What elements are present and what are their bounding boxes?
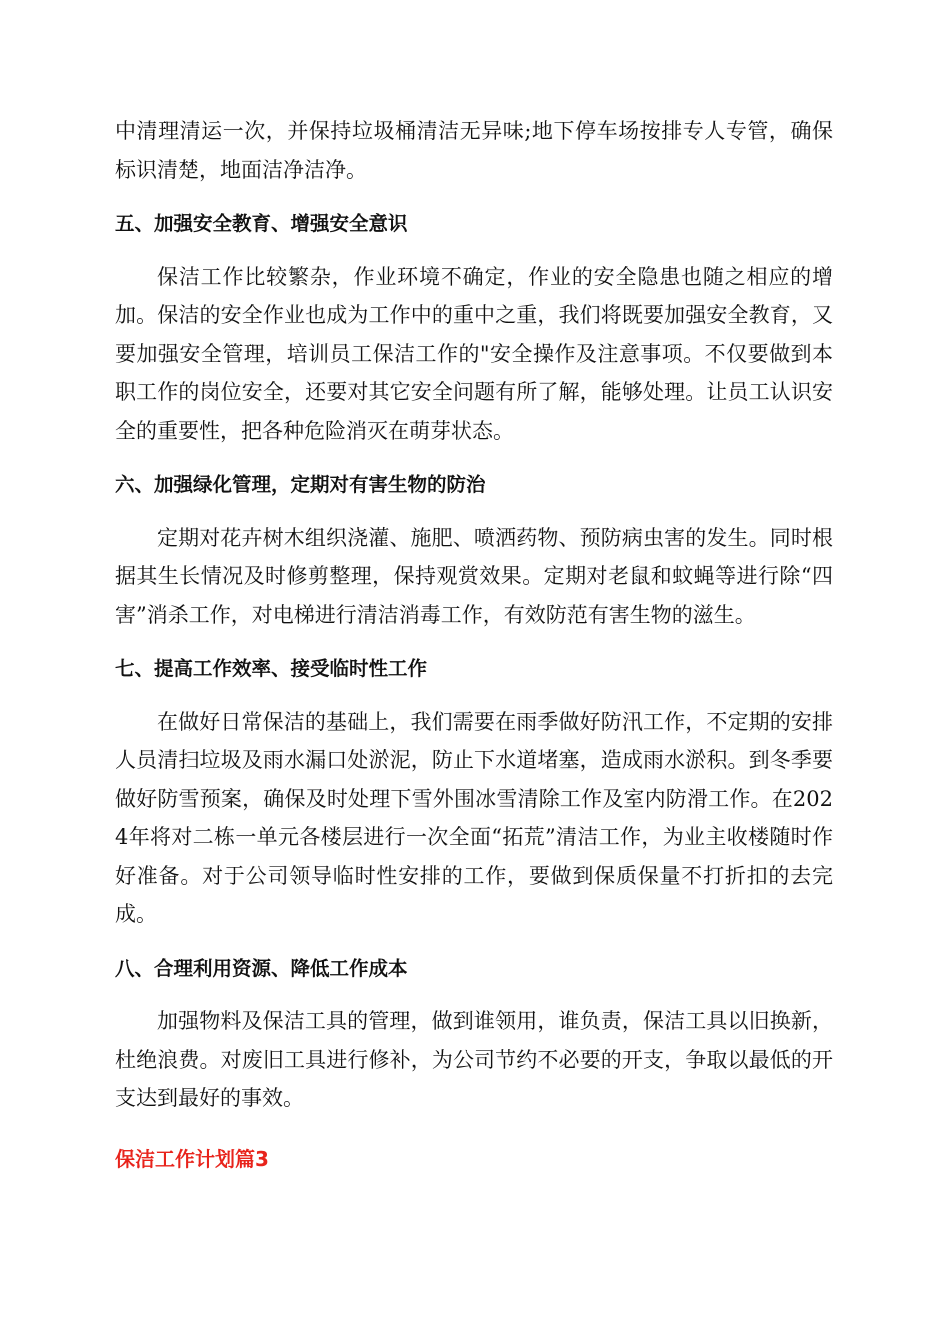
paragraph-work-efficiency: 在做好日常保洁的基础上，我们需要在雨季做好防汛工作，不定期的安排人员清扫垃圾及雨水漏口处淤泥，防止下水道堵塞，造成雨水淤积。到冬季要做好防雪预案，确保及时处理下雪外围冰雪清除工作及室内防滑工作。在2024年将对二栋一单元各楼层进行一次全面“拓荒”清洁工作，为业主收楼随时作好准备。对于公司领导临时性安排的工作，要做到保质保量不打折扣的去完成。 [115,709,833,926]
heading-greening-management: 六、加强绿化管理，定期对有害生物的防治 [115,473,486,496]
paragraph-safety-education: 保洁工作比较繁杂，作业环境不确定，作业的安全隐患也随之相应的增加。保洁的安全作业也成为工作中的重中之重，我们将既要加强安全教育，又要加强安全管理，培训员工保洁工作的"安全操作及注意事项。不仅要做到本职工作的岗位安全，还要对其它安全问题有所了解，能够处理。让员工认识安全的重要性，把各种危险消灭在萌芽状态。 [115,264,833,443]
document-page [115,112,833,1178]
paragraph-greening-management: 定期对花卉树木组织浇灌、施肥、喷洒药物、预防病虫害的发生。同时根据其生长情况及时修剪整理，保持观赏效果。定期对老鼠和蚊蝇等进行除“四害”消杀工作，对电梯进行清洁消毒工作，有效防范有害生物的滋生。 [115,525,833,627]
section-title: 保洁工作计划篇3 [115,1146,269,1171]
paragraph-resource-usage: 加强物料及保洁工具的管理，做到谁领用，谁负责，保洁工具以旧换新，杜绝浪费。对废旧工具进行修补，为公司节约不必要的开支，争取以最低的开支达到最好的事效。 [115,1009,833,1110]
heading-safety-education: 五、加强安全教育、增强安全意识 [115,212,408,235]
heading-work-efficiency: 七、提高工作效率、接受临时性工作 [115,657,428,680]
paragraph-continued: 中清理清运一次，并保持垃圾桶清洁无异味;地下停车场按排专人专管，确保标识清楚，地面洁净洁净。 [115,119,833,182]
heading-resource-usage: 八、合理利用资源、降低工作成本 [115,956,408,980]
